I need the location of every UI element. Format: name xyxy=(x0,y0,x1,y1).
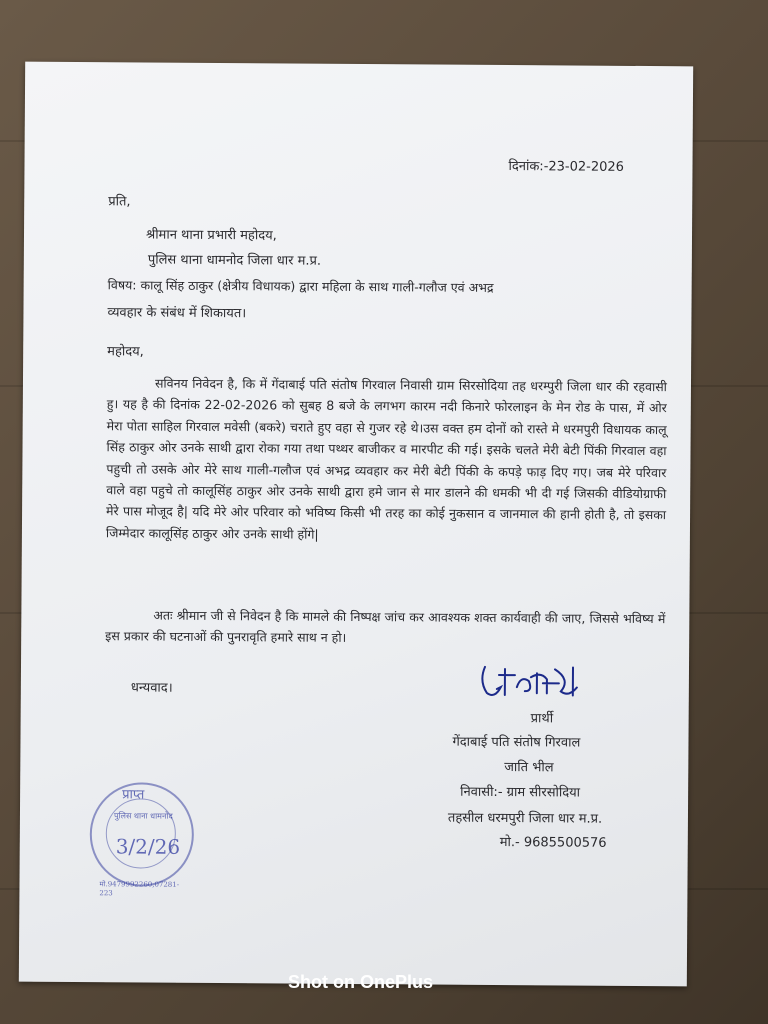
sender-residence: निवासी:- ग्राम सीरसोदिया xyxy=(460,784,581,801)
recipient-line-2: पुलिस थाना धामनोद जिला धार म.प्र. xyxy=(147,252,322,269)
sender-label: प्रार्थी xyxy=(530,711,554,727)
stamp-date: 3/2/26 xyxy=(115,834,181,859)
police-stamp xyxy=(89,782,194,898)
signature xyxy=(477,661,587,702)
letter-date: दिनांक:-23-02-2026 xyxy=(508,159,625,175)
recipient-line-1: श्रीमान थाना प्रभारी महोदय, xyxy=(145,227,277,244)
letter-prati: प्रति, xyxy=(108,194,131,210)
sender-caste: जाति भील xyxy=(504,760,554,776)
thanks: धन्यवाद। xyxy=(130,680,173,696)
body-paragraph-2: अतः श्रीमान जी से निवेदन है कि मामले की निष्पक्ष जांच कर आवश्यक शक्त कार्यवाही की जाए, जिससे भविष्य में इस प्रकार की घटनाओं की पुनरावृति हमारे साथ न हो। xyxy=(105,607,666,646)
sender-name: गेंदाबाई पति संतोष गिरवाल xyxy=(452,734,581,751)
body-paragraph-1: सविनय निवेदन है, कि में गेंदाबाई पति संतोष गिरवाल निवासी ग्राम सिरसोदिया तह धरम्पुरी जिला धार की रहवासी हु। यह है की दिनांक 22-02-2026 को सुबह 8 बजे के लगभग कारम नदी किनारे फोरलाइन के मेन रोड के पास, में ओर मेरा पोता साहिल गिरवाल मवेसी (बकरे) चराते हुए वहा से गुजर रहे थे।उस वक्त हम दोनों को रास्ते मे धरमपुरी विधायक कालू सिंह ठाकुर ओर उनके साथी द्वारा रोका गया तथा पथ्थर बाजीकर व मारपीट की गई। इसके चलते मेरी बेटी पिंकी गिरवाल वहा पहुची तो उसके ओर मेरे साथ गाली-गलौज एवं अभद्र व्यवहार कर मेरी बेटी पिंकी के कपड़े फाड़ दिए गए। जब मेरे परिवार वाले वहा पहुचे तो कालूसिंह ठाकुर ओर उनके साथी द्वारा हमे जान से मार डालने की धमकी भी दी गई जिसकी वीडियोग्राफी मेरे पास मोजूद है| यदि मेरे ओर परिवार को भविष्य किसी भी तरह का कोई नुकसान व जानमाल की हानी होती है, तो इसका जिम्मेदार कालूसिंह ठाकुर ओर उनके साथी होंगे| xyxy=(105,375,668,542)
salutation: महोदय, xyxy=(107,344,144,360)
sender-mobile: मो.- 9685500576 xyxy=(499,835,607,851)
stamp-ring-text: पुलिस थाना धामनोद xyxy=(113,811,173,821)
subject-line-2: व्यवहार के संबंध में शिकायत। xyxy=(107,305,247,322)
letter-paper xyxy=(19,62,693,987)
stamp-received-text: प्राप्त xyxy=(122,787,145,803)
subject-line-1: विषय: कालू सिंह ठाकुर (क्षेत्रीय विधायक) द्वारा महिला के साथ गाली-गलौज एवं अभद्र xyxy=(107,277,494,295)
stamp-phone: मो.9479992260,07281-223 xyxy=(99,880,180,898)
sender-tehsil: तहसील धरमपुरी जिला धार म.प्र. xyxy=(447,810,603,827)
camera-watermark: Shot on OnePlus xyxy=(288,972,434,992)
